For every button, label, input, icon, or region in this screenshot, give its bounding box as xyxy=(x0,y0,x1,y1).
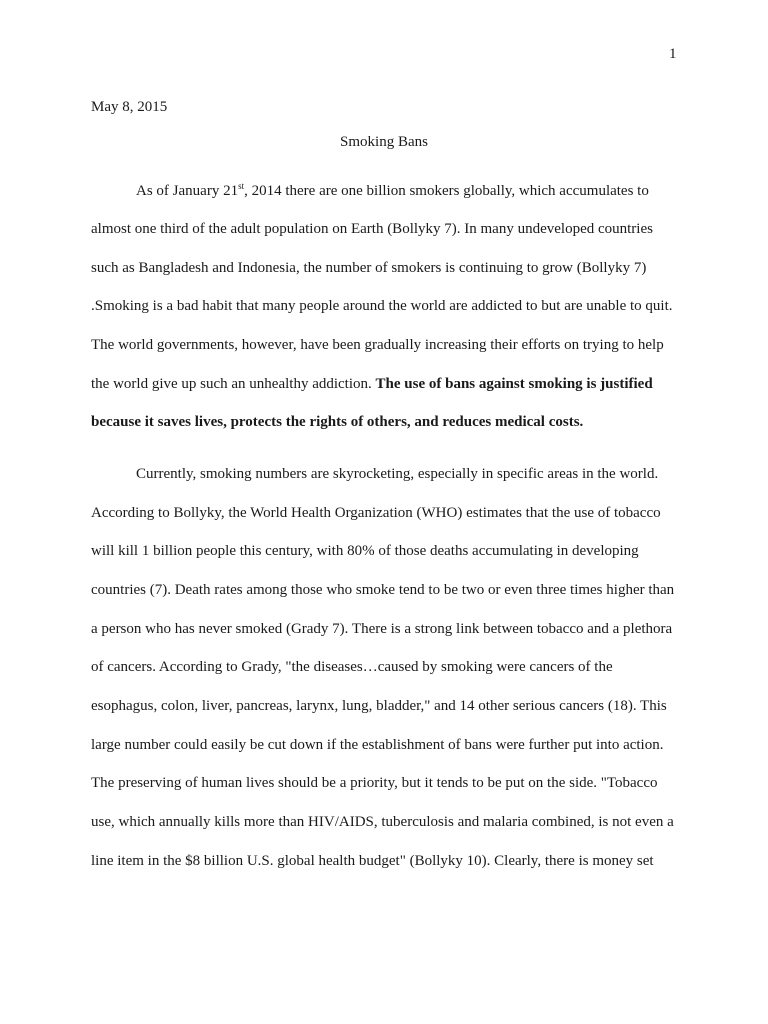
thesis-statement: The use of bans against smoking is justified xyxy=(375,376,653,392)
document-date: May 8, 2015 xyxy=(91,99,168,115)
paragraph-1-line-4: .Smoking is a bad habit that many people around the world are addicted to but are unable to quit. xyxy=(91,298,673,314)
paragraph-2-line: esophagus, colon, liver, pancreas, larynx, lung, bladder," and 14 other serious cancers (18). This xyxy=(91,698,667,714)
paragraph-1-line-1 xyxy=(136,181,649,201)
paragraph-2-line: of cancers. According to Grady, "the diseases…caused by smoking were cancers of the xyxy=(91,659,613,675)
paragraph-2-line: The preserving of human lives should be a priority, but it tends to be put on the side. "Tobacco xyxy=(91,775,658,791)
paragraph-1-line-3: such as Bangladesh and Indonesia, the number of smokers is continuing to grow (Bollyky 7) xyxy=(91,260,647,276)
paragraph-2-line: will kill 1 billion people this century, with 80% of those deaths accumulating in developing xyxy=(91,543,639,559)
text-run: , 2014 there are one billion smokers globally, which accumulates to xyxy=(244,183,649,199)
document-title: Smoking Bans xyxy=(340,134,428,150)
paragraph-2-line: Currently, smoking numbers are skyrocketing, especially in specific areas in the world. xyxy=(136,466,659,482)
text-run: the world give up such an unhealthy addiction. xyxy=(91,376,376,392)
superscript: st xyxy=(238,181,245,191)
paragraph-1-line-2: almost one third of the adult population on Earth (Bollyky 7). In many undeveloped countries xyxy=(91,221,653,237)
thesis-statement: because it saves lives, protects the rights of others, and reduces medical costs. xyxy=(91,414,584,430)
paragraph-2-line: large number could easily be cut down if the establishment of bans were further put into action. xyxy=(91,737,664,753)
paragraph-1-line-5: The world governments, however, have been gradually increasing their efforts on trying to help xyxy=(91,337,664,353)
paragraph-2-line: a person who has never smoked (Grady 7). There is a strong link between tobacco and a plethora xyxy=(91,621,673,637)
paragraph-2-line: line item in the $8 billion U.S. global health budget" (Bollyky 10). Clearly, there is money set xyxy=(91,853,654,869)
paragraph-2-line: use, which annually kills more than HIV/AIDS, tuberculosis and malaria combined, is not even a xyxy=(91,814,674,830)
page-number: 1 xyxy=(669,46,677,62)
paragraph-2-line: countries (7). Death rates among those who smoke tend to be two or even three times higher than xyxy=(91,582,675,598)
paragraph-2-line: According to Bollyky, the World Health Organization (WHO) estimates that the use of tobacco xyxy=(91,505,661,521)
paragraph-1-line-6 xyxy=(91,374,653,394)
paragraph-1-line-7 xyxy=(91,412,583,432)
text-run: As of January 21 xyxy=(136,183,239,199)
